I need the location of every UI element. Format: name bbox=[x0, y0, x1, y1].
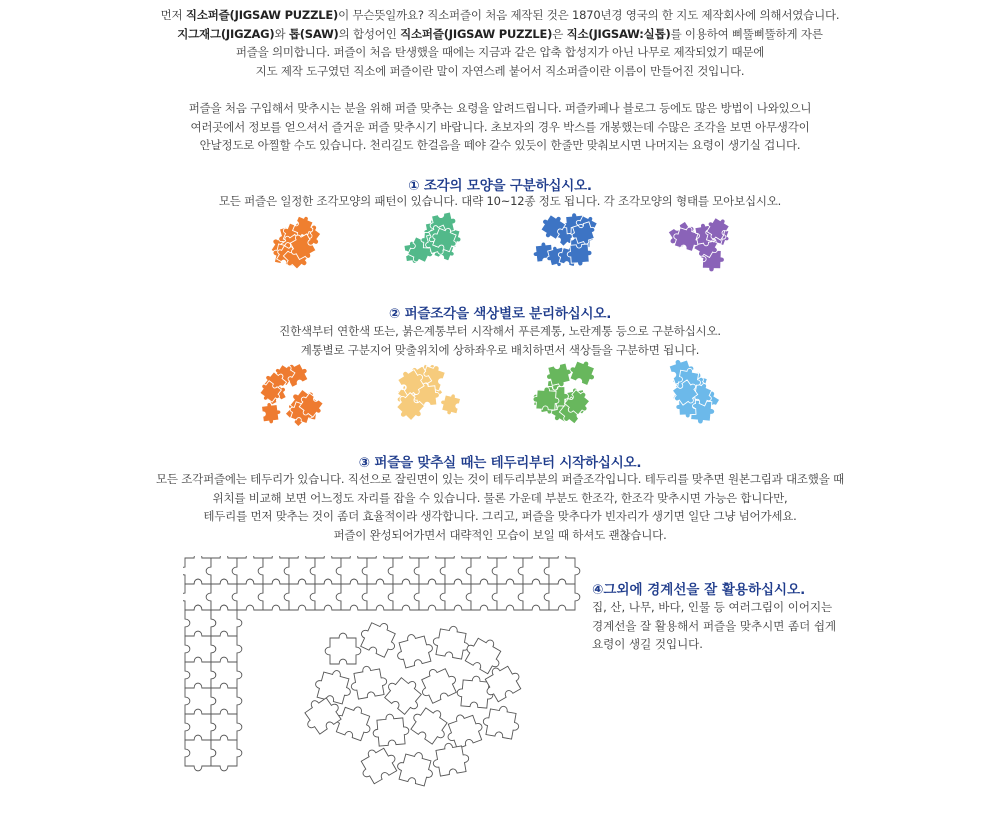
shape-pile-purple bbox=[668, 212, 732, 272]
color-pile-orange bbox=[258, 362, 324, 426]
puzzle-piece bbox=[261, 401, 282, 424]
puzzle-piece-outline bbox=[381, 671, 428, 718]
shape-pile-blue bbox=[532, 209, 600, 273]
tip4-heading: ④그외에 경계선을 잘 활용하십시오. bbox=[592, 582, 806, 598]
tip2-heading: ② 퍼즐조각을 색상별로 분리하십시오. bbox=[388, 306, 612, 322]
tip2-line-1: 진한색부터 연한색 또는, 붉은계통부터 시작해서 푸른계통, 노란계통 등으로 구분하십시오. bbox=[279, 324, 721, 338]
puzzle-piece-outline bbox=[312, 666, 355, 705]
puzzle-piece-outline bbox=[372, 713, 410, 747]
tip3-heading: ③ 퍼즐을 맞추실 때는 테두리부터 시작하십시오. bbox=[358, 455, 642, 471]
tip1-heading: ① 조각의 모양을 구분하십시오. bbox=[408, 178, 592, 194]
border-assembly-illustration bbox=[183, 556, 583, 795]
shape-pile-orange bbox=[258, 213, 324, 273]
tip3-line-1: 모든 조각퍼즐에는 테두리가 있습니다. 직선으로 잘린면이 있는 것이 테두리부분의 퍼즐조각입니다. 테두리를 맞추면 원본그림과 대조했을 때 bbox=[155, 472, 844, 486]
tip4-line-2: 경계선을 잘 활용해서 퍼즐을 맞추시면 좀더 쉽게 bbox=[592, 618, 837, 633]
guide-line-1: 퍼즐을 처음 구입해서 맞추시는 분을 위해 퍼즐 맞추는 요령을 알려드립니다. 퍼즐카페나 블로그 등에도 많은 방법이 나와있으니 bbox=[188, 101, 812, 115]
guide-line-3: 안날정도로 아찔할 수도 있습니다. 천리길도 한걸음을 떼야 갈수 있듯이 한줄만 맞춰보시면 나머지는 요령이 생기실 겁니다. bbox=[199, 138, 801, 153]
shape-pile-green bbox=[397, 211, 463, 273]
tip2-line-2: 계통별로 구분지어 맞출위치에 상하좌우로 배치하면서 색상들을 구분하면 됩니다. bbox=[300, 342, 700, 357]
puzzle-piece-outline bbox=[355, 742, 401, 787]
puzzle-piece-outline bbox=[394, 748, 437, 787]
puzzle-piece bbox=[438, 391, 461, 416]
intro-line-2: 지그재그(JIGZAG)와 톱(SAW)의 합성어인 직소퍼즐(JIGSAW PUZZLE)은 직소(JIGSAW:실톱)를 이용하여 삐뚤삐뚤하게 자른 bbox=[177, 26, 823, 41]
tip1-description bbox=[0, 192, 1000, 211]
tip4-line-3: 요령이 생길 것입니다. bbox=[592, 637, 703, 652]
tip3-line-4: 퍼즐이 완성되어가면서 대략적인 모습이 보일 때 하셔도 괜찮습니다. bbox=[333, 527, 667, 542]
color-pile-green bbox=[529, 360, 597, 426]
guide-line-2: 여러곳에서 정보를 얻으셔서 즐거운 퍼즐 맞추시기 바랍니다. 초보자의 경우 박스를 개봉했는데 수많은 조각을 보면 아무생각이 bbox=[190, 119, 810, 134]
tip3-line-2: 위치를 비교해 보면 어느정도 자리를 잡을 수 있습니다. 물론 가운데 부분도 한조각, 한조각 맞추시면 가능은 합니다만, bbox=[212, 490, 788, 505]
puzzle-piece-outline bbox=[325, 633, 361, 664]
puzzle-piece-outline bbox=[211, 735, 242, 771]
color-pile-skyblue bbox=[666, 360, 732, 424]
puzzle-piece-outline bbox=[481, 703, 522, 740]
puzzle-piece-outline bbox=[356, 616, 401, 659]
tip3-line-3: 테두리를 먼저 맞추는 것이 좀더 효율적이라 생각합니다. 그리고, 퍼즐을 맞추다가 빈자리가 생기면 일단 그냥 넘어가세요. bbox=[203, 509, 797, 524]
puzzle-piece-outline bbox=[415, 662, 460, 705]
intro-paragraph bbox=[0, 6, 1000, 80]
tip2-description bbox=[0, 322, 1000, 359]
tip3-description bbox=[0, 470, 1000, 544]
intro-line-1: 먼저 직소퍼즐(JIGSAW PUZZLE)이 무슨뜻일까요? 직소퍼즐이 처음 제작된 것은 1870년경 영국의 한 지도 제작회사에 의해서였습니다. bbox=[160, 8, 840, 22]
tip1-line-1: 모든 퍼즐은 일정한 조각모양의 패턴이 있습니다. 대략 10~12종 정도 됩니다. 각 조각모양의 형태를 모아보십시오. bbox=[218, 194, 782, 208]
puzzle-piece-outline bbox=[461, 632, 507, 677]
puzzle-piece-outline bbox=[393, 630, 436, 669]
puzzle-piece-outline bbox=[431, 623, 472, 660]
puzzle-piece-outline bbox=[348, 663, 389, 700]
guide-paragraph bbox=[0, 99, 1000, 155]
tip4-line-1: 집, 산, 나무, 바다, 인물 등 여러그림이 이어지는 bbox=[592, 600, 833, 614]
tip4-description bbox=[592, 598, 836, 654]
intro-line-4: 지도 제작 도구였던 직소에 퍼즐이란 말이 자연스레 붙어서 직소퍼즐이란 이름이 만들어진 것입니다. bbox=[255, 63, 745, 78]
intro-line-3: 퍼즐을 의미합니다. 퍼즐이 처음 탄생했을 때에는 지금과 같은 압축 합성지가 아닌 나무로 제작되었기 때문에 bbox=[235, 45, 765, 60]
border-puzzle-outline bbox=[183, 556, 583, 791]
puzzle-piece-outline bbox=[544, 579, 580, 610]
color-pile-yellow bbox=[396, 360, 464, 426]
